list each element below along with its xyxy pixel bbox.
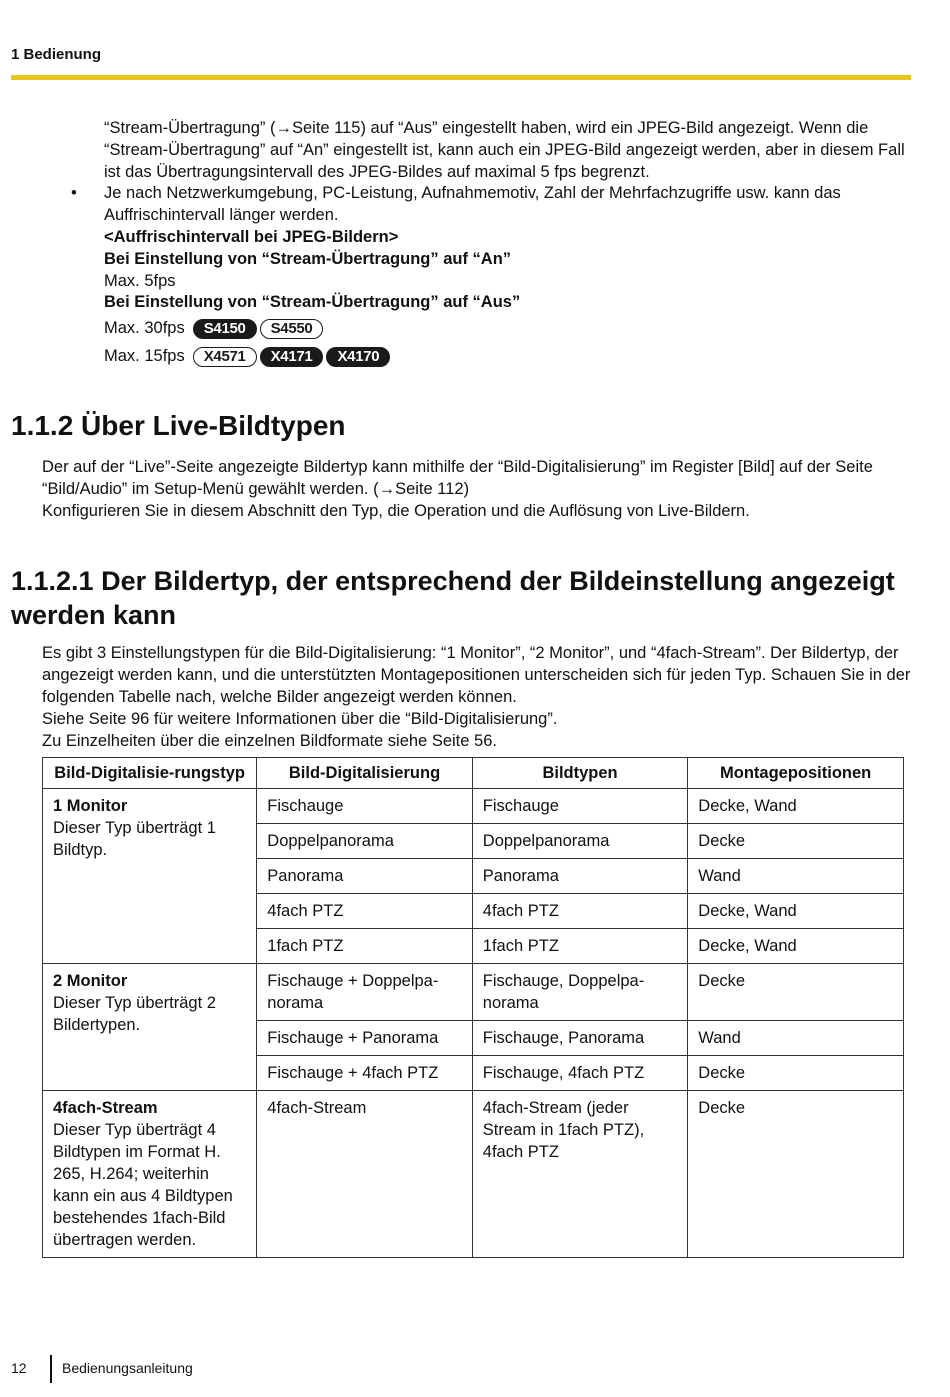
model-badge: X4171 (260, 347, 324, 367)
mounting-cell: Decke, Wand (688, 789, 904, 824)
refresh-heading: <Auffrischintervall bei JPEG-Bildern> (104, 227, 399, 246)
mounting-cell: Decke (688, 1091, 904, 1258)
section-1-1-2-1-para1: Es gibt 3 Einstellungstypen für die Bild-Digitalisierung: “1 Monitor”, “2 Monitor”, und “4fach-Stream”. Der Bildertyp, der angezeigt werden kann, und die unterstützten Montagepositionen unterscheiden sich für jeden Typ. Schauen Sie in der folgenden Tabelle nach, welche Bilder angezeigt werden können. (42, 644, 911, 706)
section-1-1-2-title: 1.1.2 Über Live-Bildtypen (11, 410, 346, 441)
image-type-cell: Panorama (472, 859, 688, 894)
mounting-cell: Decke (688, 824, 904, 859)
digitalization-cell: Panorama (257, 859, 473, 894)
table-header-cell: Bild-Digitalisie-rungstyp (43, 758, 257, 789)
section-1-1-2-1-title: 1.1.2.1 Der Bildertyp, der entsprechend der Bildeinstellung angezeigt werden kann (11, 566, 895, 630)
digitalization-cell: Fischauge (257, 789, 473, 824)
max-15fps-text: Max. 15fps (104, 347, 185, 366)
table-row (43, 1091, 904, 1258)
mounting-cell: Decke (688, 1056, 904, 1091)
image-type-cell: 1fach PTZ (472, 929, 688, 964)
image-type-cell: Fischauge, Panorama (472, 1021, 688, 1056)
mounting-cell: Wand (688, 1021, 904, 1056)
mounting-cell: Decke (688, 964, 904, 1021)
section-1-1-2-1-body (42, 642, 914, 752)
image-type-cell: Fischauge (472, 789, 688, 824)
continuation-paragraph: “Stream-Übertragung” (→Seite 115) auf “Aus” eingestellt haben, wird ein JPEG-Bild angezeigt. Wenn die “Stream-Übertragung” auf “An” eingestellt ist, kann auch ein JPEG-Bild angezeigt werden, aber in diesem Fall ist das Übertragungsintervall des JPEG-Bildes auf maximal 5 fps begrenzt. (104, 119, 905, 181)
type-name: 2 Monitor (53, 972, 128, 990)
type-description: Dieser Typ überträgt 1 Bildtyp. (53, 819, 216, 859)
section-1-1-2-para1: Der auf der “Live”-Seite angezeigte Bildertyp kann mithilfe der “Bild-Digitalisierung” im Register [Bild] auf der Seite “Bild/Audio” im Setup-Menü gewählt werden. (→Seite 112) (42, 458, 873, 498)
digitalization-cell: Fischauge + Panorama (257, 1021, 473, 1056)
page-number: 12 (11, 1360, 27, 1376)
table-body (43, 789, 904, 1258)
digitalization-cell: Doppelpanorama (257, 824, 473, 859)
mounting-cell: Decke, Wand (688, 929, 904, 964)
mounting-cell: Decke, Wand (688, 894, 904, 929)
max-30fps-text: Max. 30fps (104, 319, 185, 338)
table-header-cell: Bildtypen (472, 758, 688, 789)
model-badge: X4571 (193, 347, 257, 367)
max-15fps-line (104, 344, 912, 370)
bullet-paragraph (71, 183, 912, 227)
setting-on-heading: Bei Einstellung von “Stream-Übertragung” auf “An” (104, 249, 512, 268)
digitalization-cell: Fischauge + Doppelpa-norama (257, 964, 473, 1021)
type-name: 1 Monitor (53, 797, 128, 815)
chapter-header: 1 Bedienung (11, 46, 102, 63)
bullet-dot-icon: • (71, 184, 77, 203)
section-1-1-2-body (42, 456, 912, 522)
table-header-cell: Montagepositionen (688, 758, 904, 789)
image-type-cell: Fischauge, 4fach PTZ (472, 1056, 688, 1091)
table-row (43, 964, 904, 1021)
model-badge: X4170 (326, 347, 390, 367)
max-30fps-line (104, 316, 912, 342)
footer-doc-title: Bedienungsanleitung (62, 1360, 193, 1376)
image-type-cell: Doppelpanorama (472, 824, 688, 859)
type-description: Dieser Typ überträgt 4 Bildtypen im Format H. 265, H.264; weiterhin kann ein aus 4 Bildtypen bestehendes 1fach-Bild übertragen werden. (53, 1121, 233, 1249)
footer-divider (50, 1355, 52, 1383)
type-cell (43, 1091, 257, 1258)
section-1-1-2-1-para3: Zu Einzelheiten über die einzelnen Bildformate siehe Seite 56. (42, 732, 497, 750)
model-badge: S4150 (193, 319, 257, 339)
header-rule (11, 75, 911, 80)
section-1-1-2-1-para2: Siehe Seite 96 für weitere Informationen über die “Bild-Digitalisierung”. (42, 710, 558, 728)
digitalization-cell: 4fach PTZ (257, 894, 473, 929)
type-cell (43, 789, 257, 964)
section-1-1-2-para2: Konfigurieren Sie in diesem Abschnitt den Typ, die Operation und die Auflösung von Live-Bildern. (42, 502, 750, 520)
table-header-cell: Bild-Digitalisierung (257, 758, 473, 789)
table-row (43, 789, 904, 824)
mounting-cell: Wand (688, 859, 904, 894)
digitalization-cell: 4fach-Stream (257, 1091, 473, 1258)
bullet-text: Je nach Netzwerkumgebung, PC-Leistung, Aufnahmemotiv, Zahl der Mehrfachzugriffe usw. kann das Auffrischintervall länger werden. (104, 184, 841, 225)
image-type-cell: 4fach PTZ (472, 894, 688, 929)
max-on-text: Max. 5fps (104, 271, 176, 290)
setting-off-heading: Bei Einstellung von “Stream-Übertragung” auf “Aus” (104, 293, 521, 312)
type-name: 4fach-Stream (53, 1099, 158, 1117)
image-type-cell: Fischauge, Doppelpa-norama (472, 964, 688, 1021)
digitalization-cell: 1fach PTZ (257, 929, 473, 964)
type-description: Dieser Typ überträgt 2 Bildertypen. (53, 994, 216, 1034)
image-type-table (42, 757, 904, 1258)
type-cell (43, 964, 257, 1091)
digitalization-cell: Fischauge + 4fach PTZ (257, 1056, 473, 1091)
intro-block (71, 118, 912, 370)
model-badge: S4550 (260, 319, 324, 339)
image-type-cell: 4fach-Stream (jeder Stream in 1fach PTZ), 4fach PTZ (472, 1091, 688, 1258)
table-header-row (43, 758, 904, 789)
